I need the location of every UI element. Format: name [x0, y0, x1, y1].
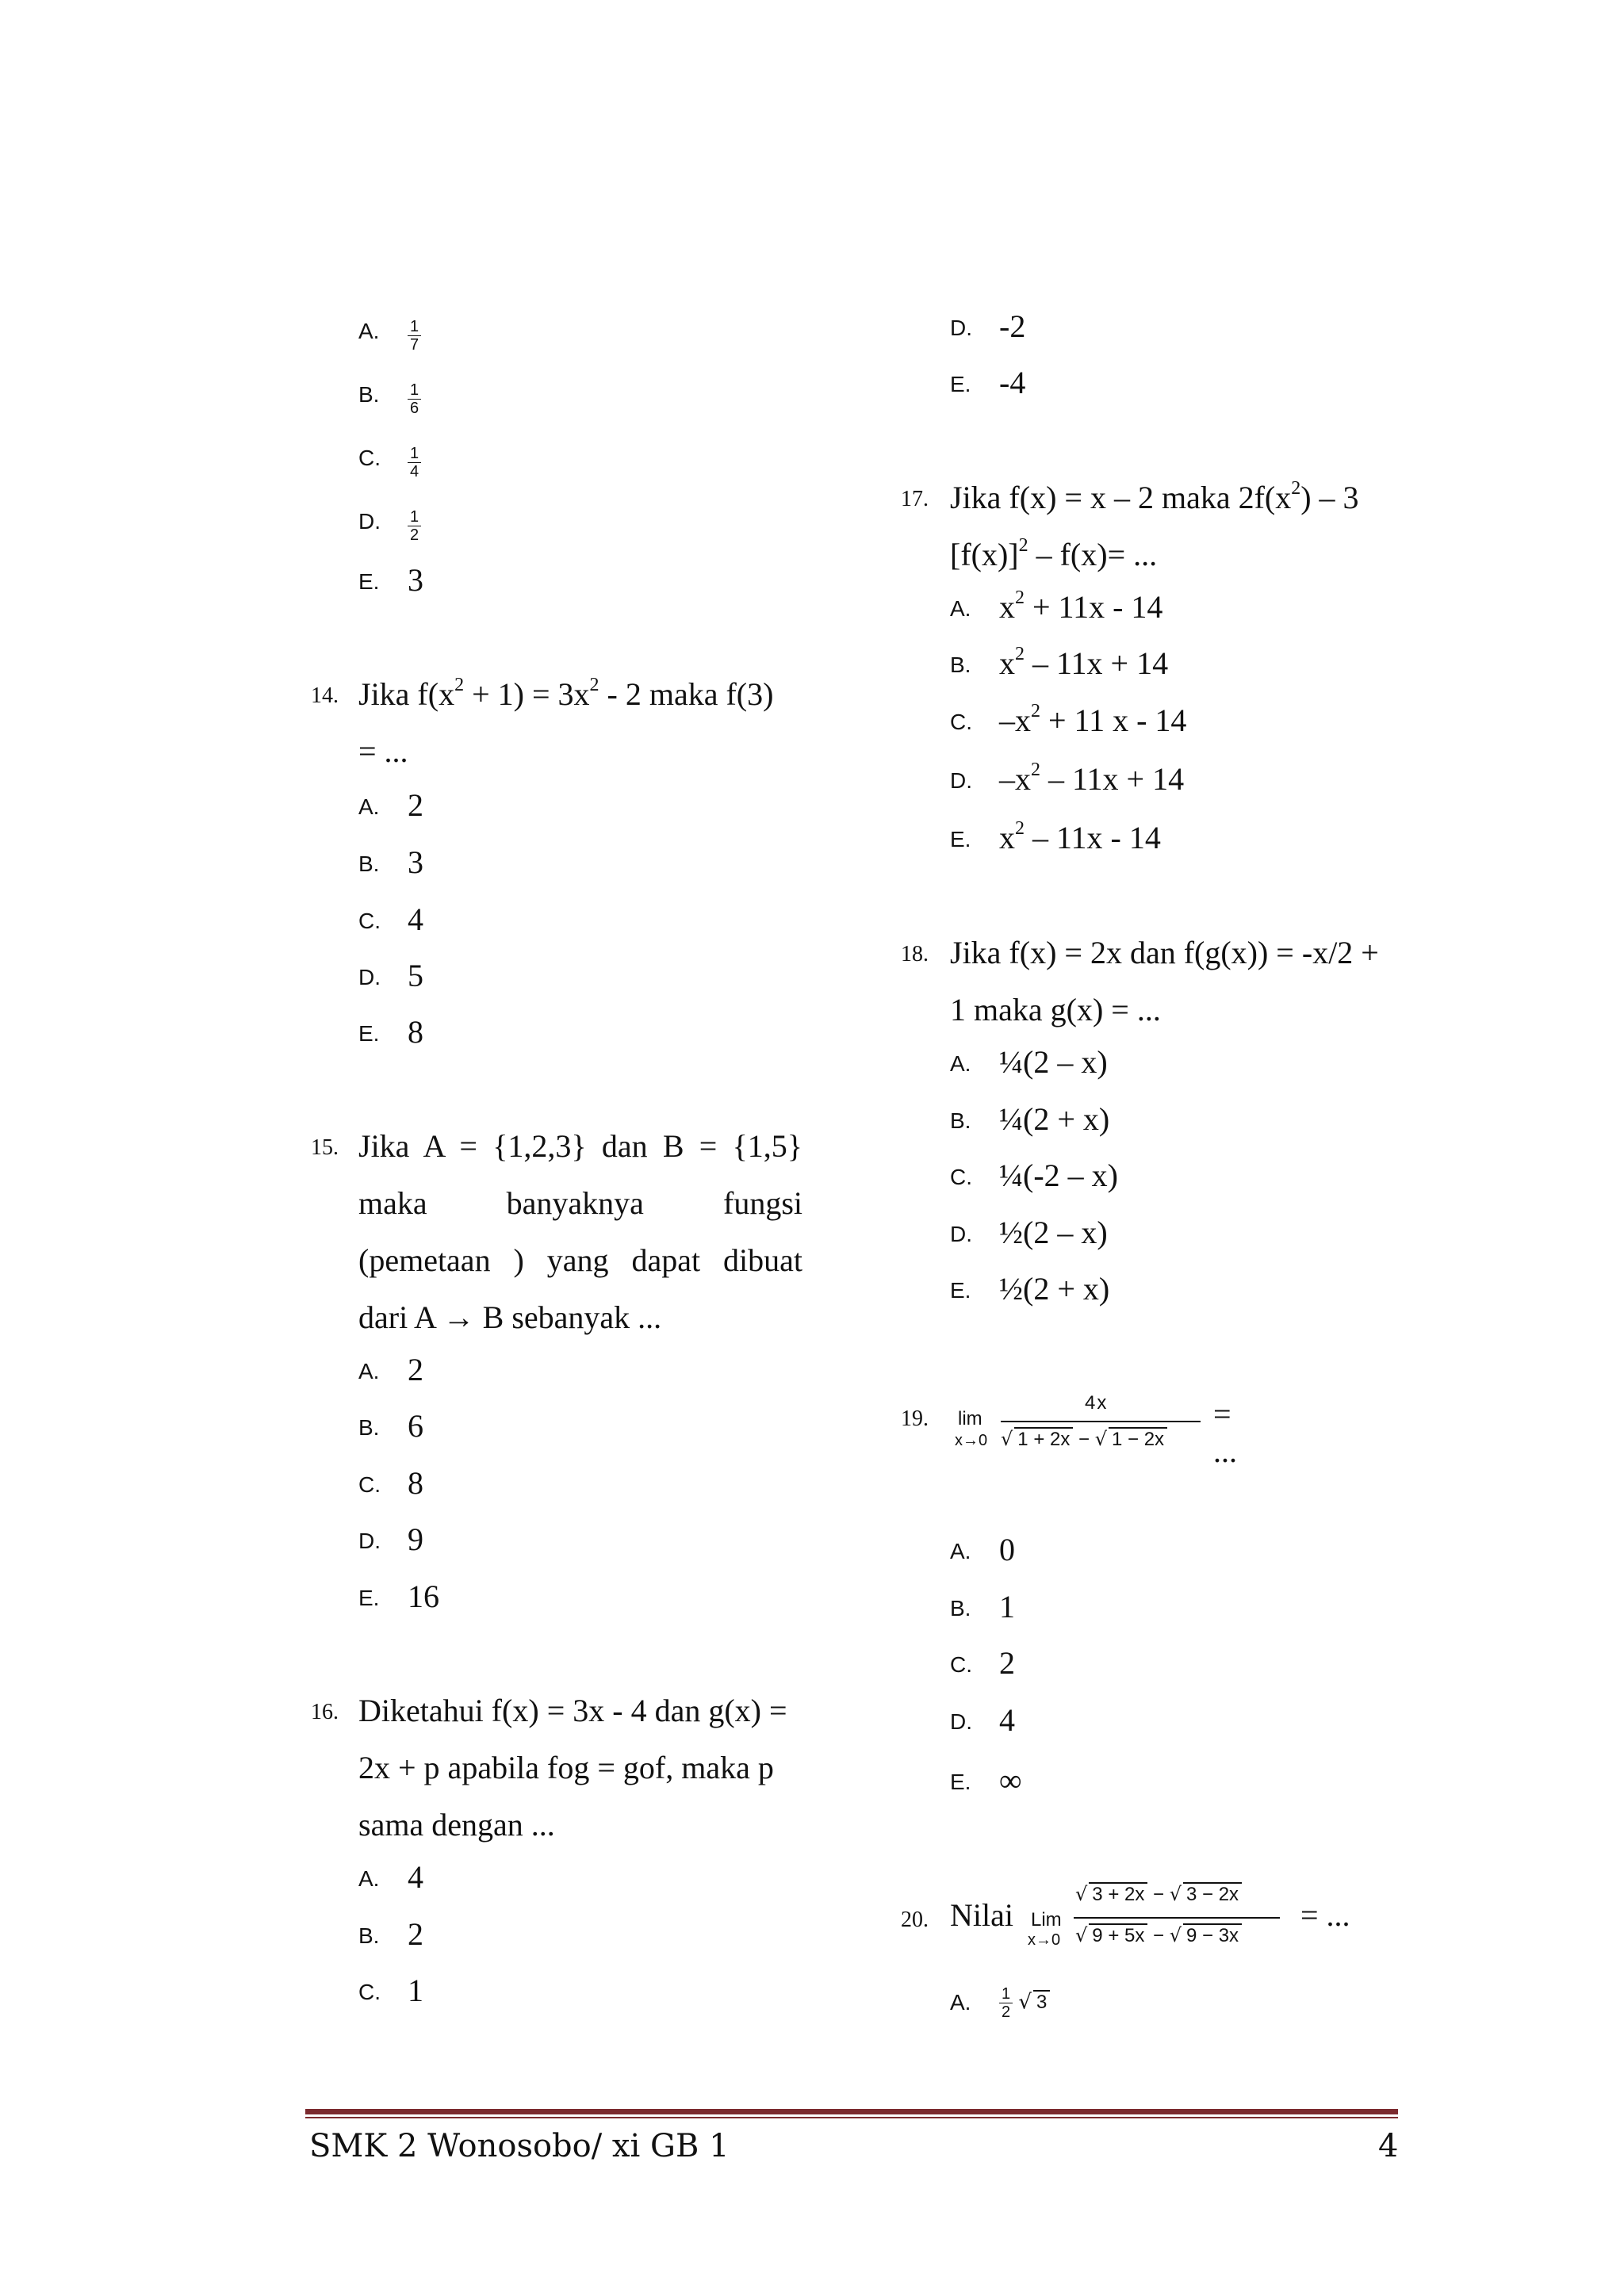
footer-rule-thick: [305, 2109, 1398, 2114]
question-line: sama dengan ...: [358, 1807, 555, 1843]
question-line: Jika A = {1,2,3} dan B = {1,5}: [358, 1128, 802, 1164]
option-value: 1: [999, 1589, 1015, 1624]
question-line: dari A → B sebanyak ...: [358, 1299, 662, 1335]
fraction: $\frac{1}{2}$: [408, 508, 421, 544]
question-number: 20.: [901, 1908, 929, 1932]
sqrt-icon: √: [1169, 1924, 1182, 1946]
question-line: $[f(x)]^2 - f(x)=$ ...: [950, 535, 1158, 572]
option-label: C.: [358, 1980, 381, 2004]
question-line: maka banyaknya fungsi: [358, 1185, 802, 1221]
question-text: [358, 1118, 802, 1346]
option-label: E.: [950, 1278, 971, 1303]
option-value: [408, 377, 421, 417]
question-text: [358, 666, 802, 780]
option-value: [408, 504, 421, 544]
option-value: 2: [408, 1352, 423, 1387]
option-value: 0: [999, 1532, 1015, 1567]
question-number: 17.: [901, 487, 929, 511]
fraction: $\frac{1}{4}$: [408, 445, 421, 480]
option-label: B.: [950, 1108, 971, 1133]
option-label: C.: [358, 446, 381, 470]
question-number: 19.: [901, 1406, 929, 1431]
option-label: A.: [950, 1539, 971, 1563]
question-line: 2x + p apabila fog = gof, maka p: [358, 1750, 774, 1785]
option-label: D.: [950, 768, 972, 793]
option-label: E.: [950, 827, 971, 851]
question-text: [950, 469, 1410, 584]
option-label: E.: [950, 372, 971, 396]
lim-subscript: x→0: [1028, 1931, 1061, 1949]
option-label: B.: [358, 1923, 380, 1948]
equals-tail: = ...: [1300, 1897, 1350, 1933]
fraction-bar: [1074, 1917, 1280, 1919]
option-label: A.: [358, 319, 380, 343]
option-label: B.: [950, 1596, 971, 1621]
lim-label: lim: [958, 1408, 982, 1429]
option-label: D.: [358, 1529, 381, 1553]
option-value: $\frac{1}{2}$ √ 3: [999, 1985, 1050, 2021]
sqrt-icon: √: [1094, 1428, 1107, 1450]
option-label: A.: [950, 1990, 971, 2015]
option-value: [408, 441, 421, 480]
option-value: 9: [408, 1521, 423, 1557]
question-number: 16.: [311, 1700, 339, 1724]
option-label: B.: [358, 851, 380, 876]
option-label: D.: [950, 1709, 972, 1734]
fraction-bar: [1001, 1421, 1201, 1422]
question-text: [358, 1682, 818, 1854]
option-value: ½(2 – x): [999, 1215, 1108, 1250]
question-text: [950, 924, 1410, 1039]
sqrt-icon: √: [1169, 1883, 1182, 1905]
option-value: 1: [408, 1973, 423, 2008]
option-label: A.: [358, 1359, 380, 1383]
question-line: = ...: [358, 733, 408, 769]
sqrt-icon: √: [1018, 1990, 1032, 2015]
option-value: 8: [408, 1465, 423, 1501]
denominator: √ 9 + 5x − √ 9 − 3x: [1075, 1923, 1242, 1947]
denominator: √ 1 + 2x − √ 1 − 2x: [1001, 1427, 1167, 1451]
option-label: E.: [950, 1770, 971, 1794]
option-value: $x^2 - 11x - 14$: [999, 818, 1161, 855]
fraction: $\frac{1}{7}$: [408, 318, 421, 354]
limit-expression: [955, 1392, 1256, 1469]
question-line: Jika f(x) = 2x dan f(g(x)) = -x/2 +: [950, 935, 1379, 970]
option-label: B.: [358, 382, 380, 407]
option-value: -2: [999, 308, 1026, 344]
option-label: C.: [950, 710, 972, 734]
option-label: D.: [950, 316, 972, 340]
option-value: 8: [408, 1014, 423, 1050]
question-number: 18.: [901, 942, 929, 966]
option-label: C.: [950, 1165, 972, 1189]
option-value: 6: [408, 1408, 423, 1444]
option-label: A.: [358, 794, 380, 819]
fraction: $\frac{1}{6}$: [408, 381, 421, 417]
option-label: B.: [950, 652, 971, 677]
question-line: Diketahui f(x) = 3x - 4 dan g(x) =: [358, 1693, 787, 1728]
option-value: 4: [408, 1859, 423, 1895]
question-prefix: Nilai: [950, 1897, 1013, 1933]
option-value: 16: [408, 1578, 439, 1614]
option-label: E.: [358, 1586, 380, 1610]
numerator: √ 3 + 2x − √ 3 − 2x: [1075, 1882, 1242, 1906]
option-label: A.: [950, 596, 971, 621]
option-value: ∞: [999, 1762, 1022, 1798]
option-label: D.: [950, 1222, 972, 1246]
option-label: D.: [358, 965, 381, 989]
option-label: C.: [358, 1472, 381, 1497]
question-line: (pemetaan ) yang dapat dibuat: [358, 1242, 802, 1278]
question-line: Jika $f(x^2 + 1) = 3x^2 - 2$ maka f(3): [358, 675, 774, 712]
question-line: Jika f(x) = x – 2 maka $2f(x^2) - 3$: [950, 478, 1359, 515]
equals-tail: = ...: [1213, 1396, 1237, 1469]
option-value: ¼(2 + x): [999, 1101, 1110, 1137]
option-value: 3: [408, 844, 423, 880]
option-label: B.: [358, 1415, 380, 1440]
sqrt-icon: √: [1075, 1924, 1088, 1946]
option-label: C.: [950, 1652, 972, 1677]
question-number: 14.: [311, 683, 339, 708]
option-value: 3: [408, 562, 423, 598]
question-line: 1 maka g(x) = ...: [950, 992, 1161, 1027]
option-value: 2: [999, 1645, 1015, 1681]
page-number: 4: [1378, 2128, 1399, 2164]
option-label: E.: [358, 569, 380, 594]
numerator: 4x: [1085, 1392, 1109, 1414]
option-label: C.: [358, 909, 381, 933]
option-value: ¼(-2 – x): [999, 1158, 1118, 1193]
option-value: 4: [999, 1702, 1015, 1738]
option-value: 2: [408, 1916, 423, 1952]
option-value: 4: [408, 901, 423, 937]
option-value: 2: [408, 787, 423, 823]
footer-school: SMK 2 Wonosobo/ xi GB 1: [309, 2128, 730, 2164]
option-label: E.: [358, 1021, 380, 1046]
footer-rule-thin: [305, 2117, 1398, 2118]
option-value: $x^2 - 11x + 14$: [999, 644, 1169, 681]
option-label: A.: [358, 1866, 380, 1891]
sqrt-icon: √: [1075, 1883, 1088, 1905]
question-number: 15.: [311, 1135, 339, 1160]
limit-expression: [1028, 1882, 1361, 1961]
fraction: $\frac{1}{2}$: [999, 1985, 1013, 2021]
option-value: ½(2 + x): [999, 1271, 1110, 1307]
option-label: A.: [950, 1051, 971, 1076]
option-value: -4: [999, 365, 1026, 400]
option-label: D.: [358, 509, 381, 534]
option-value: $x^2 + 11x - 14$: [999, 587, 1163, 625]
option-value: $-x^2 + 11$ x - 14: [999, 701, 1187, 738]
option-value: [408, 314, 421, 354]
lim-subscript: x→0: [955, 1432, 988, 1449]
option-value: 5: [408, 958, 423, 993]
sqrt-icon: √: [1001, 1428, 1013, 1450]
option-value: ¼(2 – x): [999, 1044, 1108, 1080]
lim-label: Lim: [1031, 1909, 1062, 1931]
option-value: $-x^2 - 11x + 14$: [999, 760, 1185, 797]
